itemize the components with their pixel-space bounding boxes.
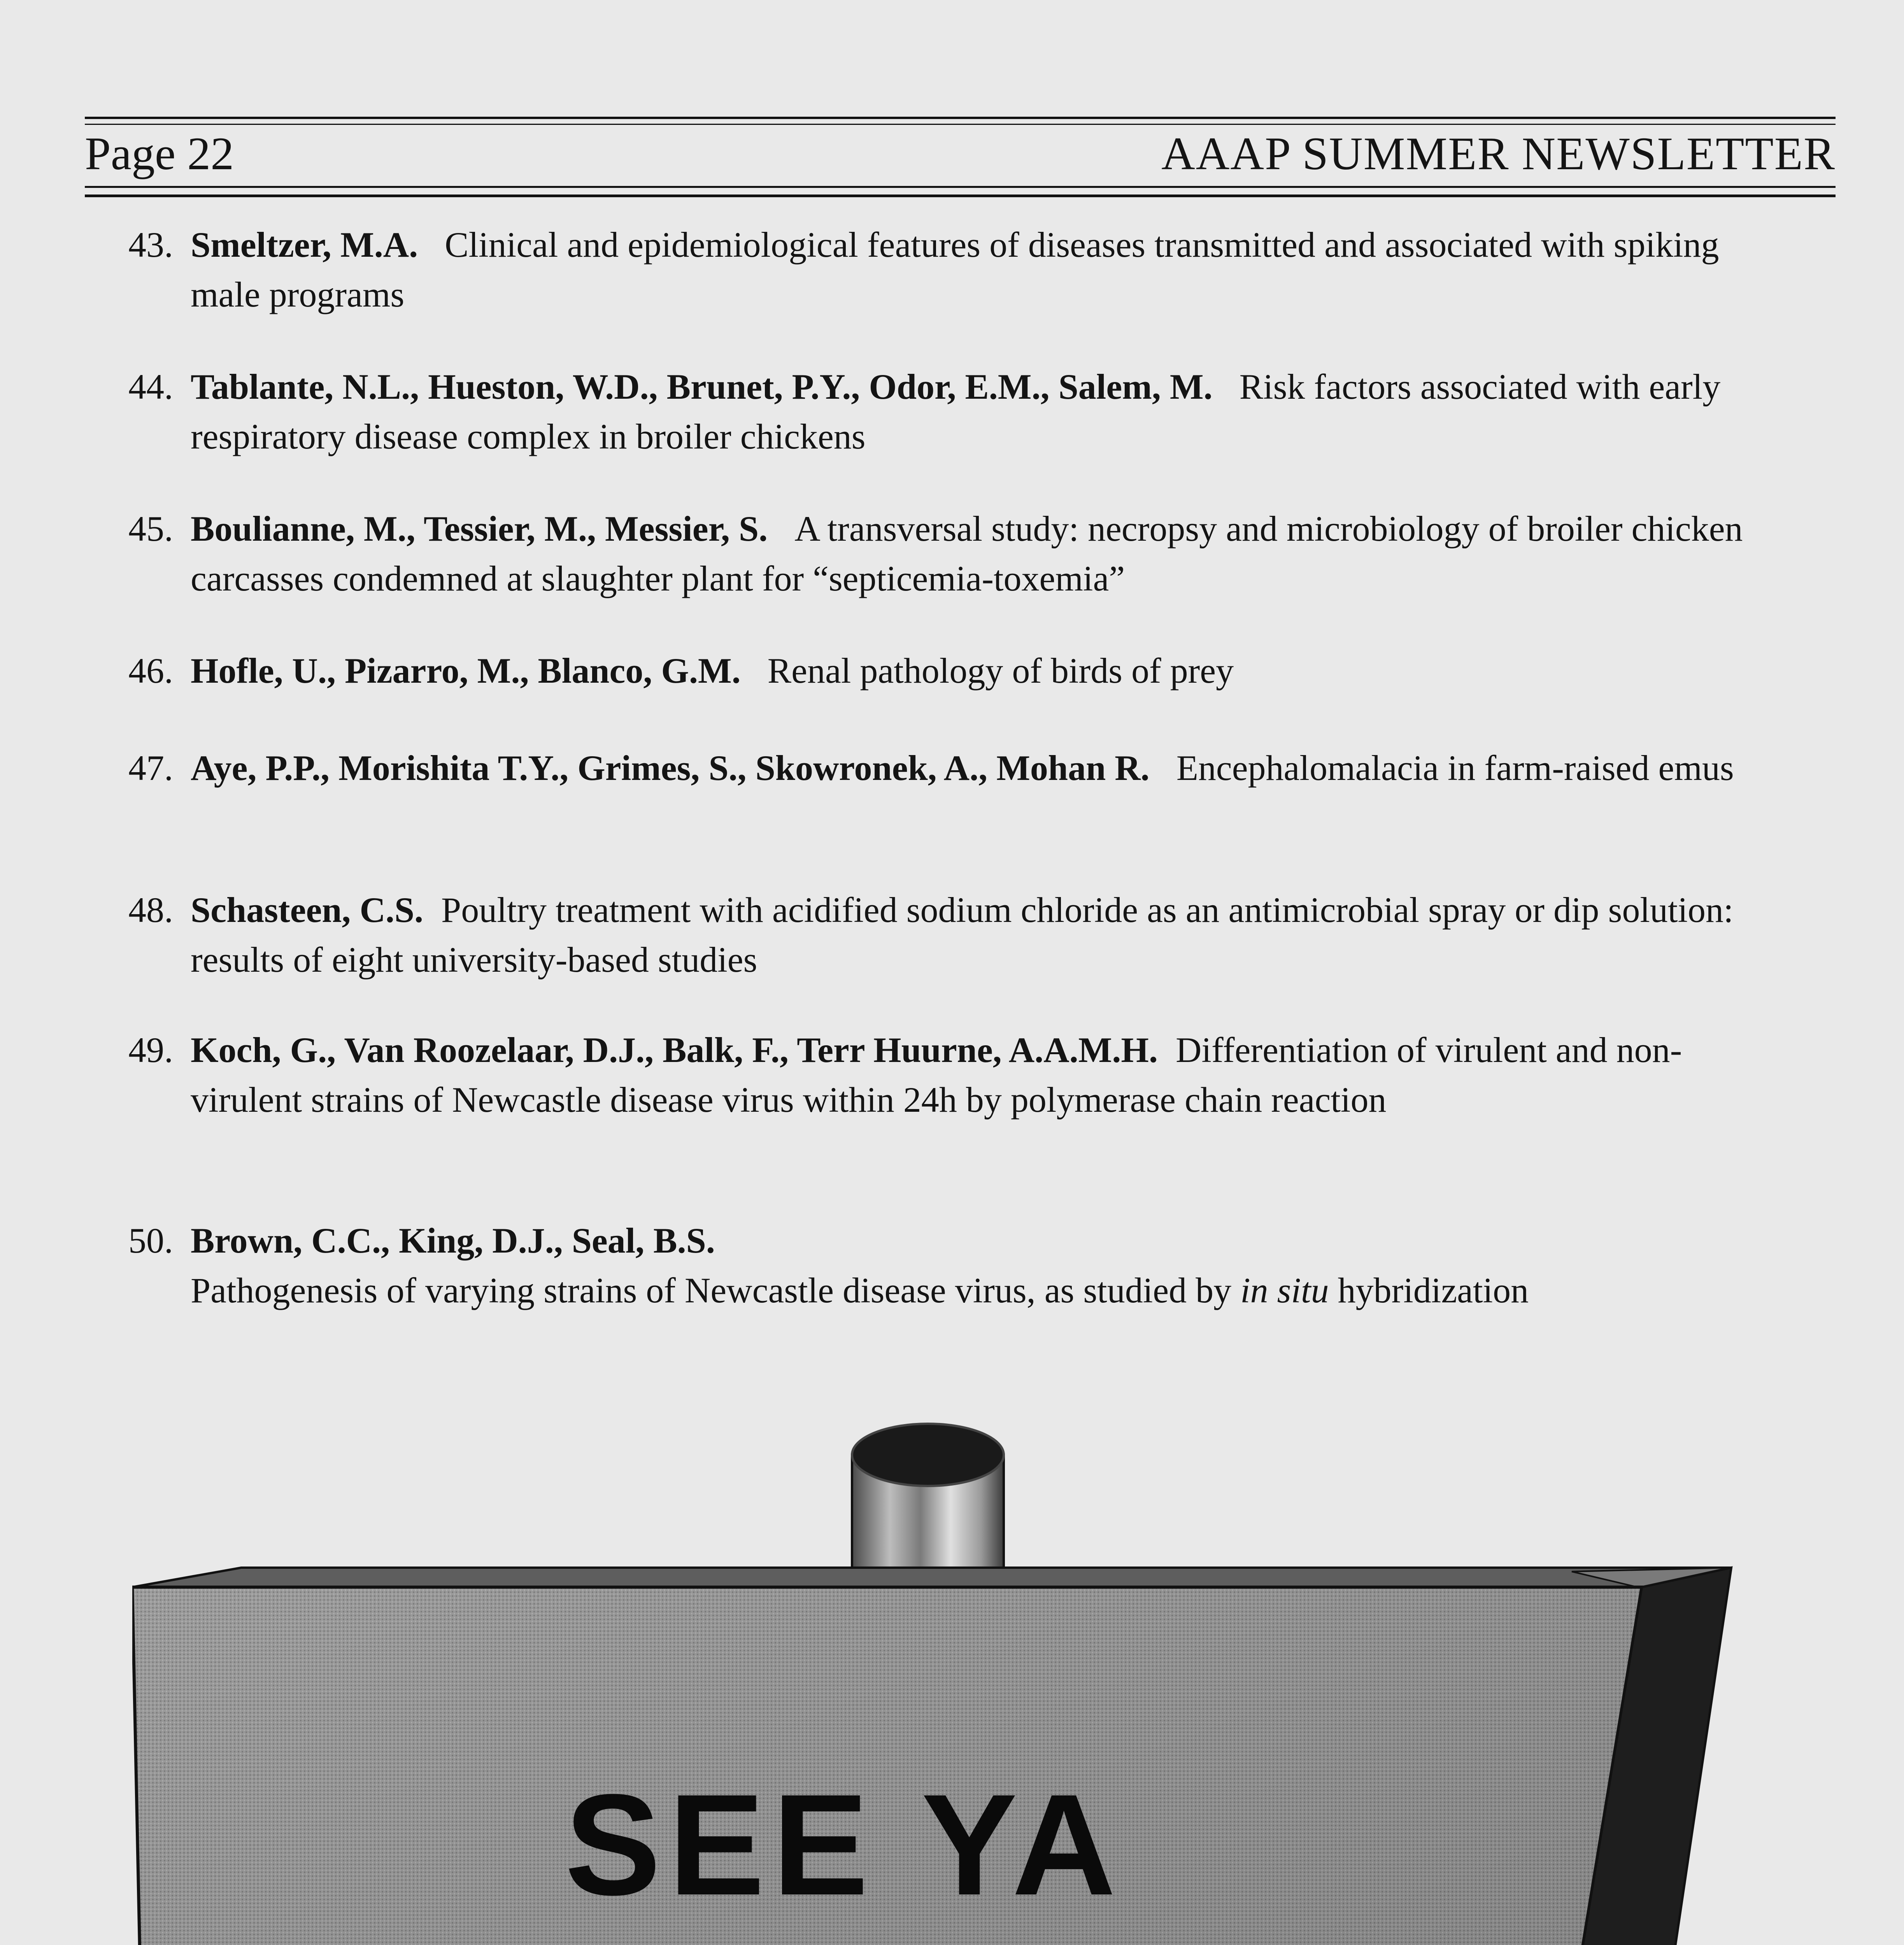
- entry-authors: Schasteen, C.S.: [191, 890, 424, 930]
- list-item: [128, 220, 1747, 319]
- entry-title: Differentiation of virulent and non-virulent strains of Newcastle disease virus within 24h by polymerase chain reaction: [191, 1030, 1682, 1120]
- entry-authors: Hofle, U., Pizarro, M., Blanco, G.M.: [191, 651, 741, 690]
- entry-title: Encephalomalacia in farm-raised emus: [1176, 748, 1734, 788]
- newsletter-title: AAAP SUMMER NEWSLETTER: [1161, 128, 1836, 179]
- entry-title-text: Pathogenesis of varying strains of Newcastle disease virus, as studied by: [191, 1270, 1241, 1310]
- entry-authors: Smeltzer, M.A.: [191, 225, 418, 265]
- entry-authors: Tablante, N.L., Hueston, W.D., Brunet, P.Y., Odor, E.M., Salem, M.: [191, 367, 1213, 407]
- list-item: [128, 1025, 1747, 1125]
- page-number: Page 22: [85, 128, 234, 179]
- list-item: [128, 743, 1747, 793]
- entry-title: A transversal study: necropsy and microbiology of broiler chicken carcasses condemned at slaughter plant for “septicemia-toxemia”: [191, 509, 1743, 598]
- entry-title: Renal pathology of birds of prey: [767, 651, 1234, 690]
- entry-authors: Boulianne, M., Tessier, M., Messier, S.: [191, 509, 768, 548]
- list-item: [128, 504, 1747, 603]
- list-item: [128, 1216, 1747, 1315]
- entry-title: [191, 1265, 1747, 1315]
- entry-title-italic: in situ: [1240, 1270, 1329, 1310]
- entry-number: 49.: [128, 1030, 173, 1070]
- list-item: [128, 885, 1747, 985]
- sign-text-line1: SEE YA: [565, 1765, 1124, 1925]
- entry-number: 48.: [128, 890, 173, 930]
- entry-title-text-end: hybridization: [1329, 1270, 1529, 1310]
- header-rule-bottom: [85, 186, 1836, 188]
- entry-number: 47.: [128, 748, 173, 788]
- entry-number: 44.: [128, 367, 173, 407]
- list-item: [128, 646, 1747, 696]
- entry-number: 50.: [128, 1221, 173, 1260]
- entry-number: 46.: [128, 651, 173, 690]
- entry-authors: Brown, C.C., King, D.J., Seal, B.S.: [191, 1221, 715, 1260]
- list-item: [128, 362, 1747, 461]
- entry-authors: Aye, P.P., Morishita T.Y., Grimes, S., Skowronek, A., Mohan R.: [191, 748, 1150, 788]
- entry-authors: Koch, G., Van Roozelaar, D.J., Balk, F., Terr Huurne, A.A.M.H.: [191, 1030, 1158, 1070]
- header-rule-bottom-thin: [85, 194, 1836, 197]
- entry-title: Risk factors associated with early respiratory disease complex in broiler chickens: [191, 367, 1721, 456]
- see-ya-sign: [132, 1416, 1751, 1945]
- entry-title: Clinical and epidemiological features of diseases transmitted and associated with spiking male programs: [191, 225, 1719, 314]
- entry-title: Poultry treatment with acidified sodium chloride as an antimicrobial spray or dip solution: results of eight university-based studies: [191, 890, 1734, 980]
- entry-number: 45.: [128, 509, 173, 548]
- entry-number: 43.: [128, 225, 173, 265]
- page-header: [85, 117, 1836, 191]
